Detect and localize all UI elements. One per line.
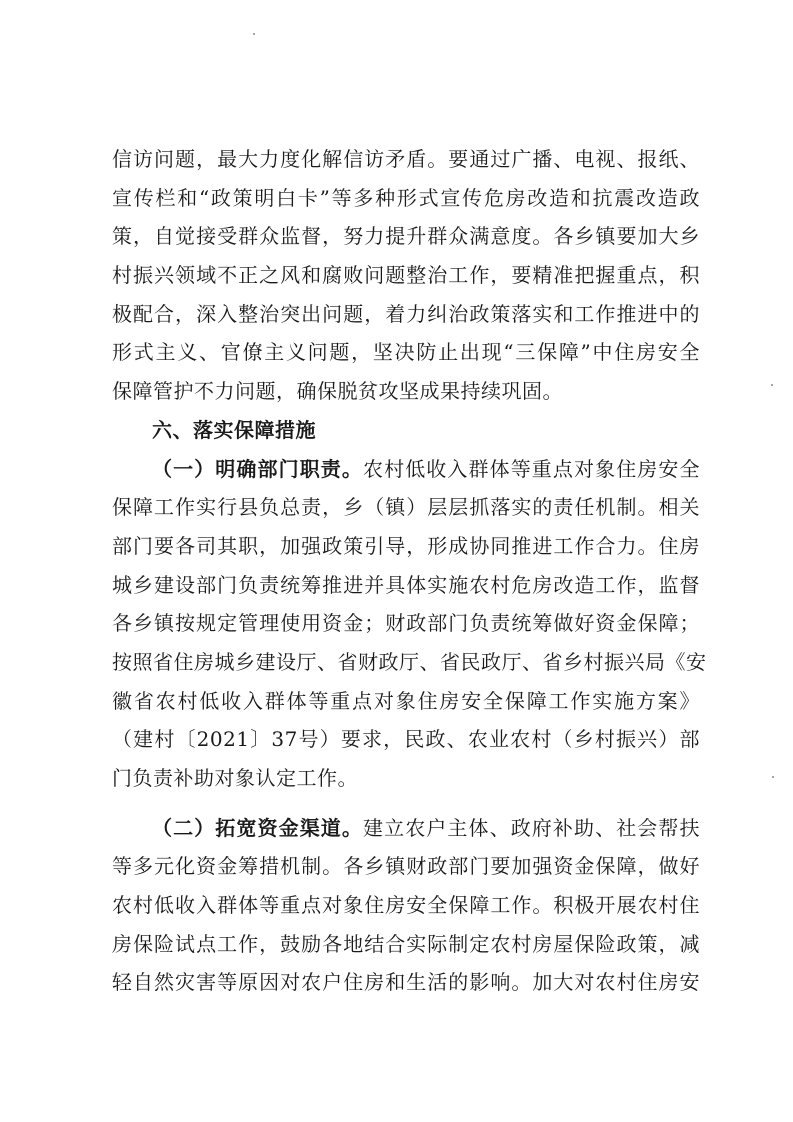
scan-speck <box>253 33 255 35</box>
text-line: 门负责补助对象认定工作。 <box>112 766 358 790</box>
text-line: 房保险试点工作，鼓励各地结合实际制定农村房屋保险政策，减 <box>112 931 700 956</box>
text-line: 等多元化资金筹措机制。各乡镇财政部门要加强资金保障，做好 <box>112 854 700 879</box>
paragraph-petition <box>112 140 700 411</box>
text-line: 按照省住房城乡建设厅、省财政厅、省民政厅、省乡村振兴局《安 <box>112 649 707 674</box>
text-line: 城乡建设部门负责统筹推进并具体实施农村危房改造工作，监督 <box>112 572 700 597</box>
text-line: 轻自然灾害等原因对农户住房和生活的影响。加大对农村住房安 <box>112 970 700 995</box>
text-line: 极配合，深入整治突出问题，着力纠治政策落实和工作推进中的 <box>112 301 700 326</box>
paragraph-department-duties <box>112 450 707 798</box>
scan-speck <box>772 776 774 778</box>
subheading-lead: （二）拓宽资金渠道。 <box>152 815 363 840</box>
text-line <box>112 809 700 848</box>
scan-speck <box>771 384 773 386</box>
subheading-lead: （一）明确部门职责。 <box>152 456 363 481</box>
text-line: 策，自觉接受群众监督，努力提升群众满意度。各乡镇要加大乡 <box>112 224 700 249</box>
document-body <box>112 140 707 1002</box>
text-line: 保障工作实行县负总责，乡（镇）层层抓落实的责任机制。相关 <box>112 495 700 520</box>
text-run: 农村低收入群体等重点对象住房安全 <box>363 456 700 481</box>
text-line: 形式主义、官僚主义问题，坚决防止出现“三保障”中住房安全 <box>112 340 700 365</box>
text-line: 宣传栏和“政策明白卡”等多种形式宣传危房改造和抗震改造政 <box>112 185 700 210</box>
text-line: 村振兴领域不正之风和腐败问题整治工作，要精准把握重点，积 <box>112 263 700 288</box>
section-heading: 六、落实保障措施 <box>152 417 316 442</box>
text-line: 保障管护不力问题，确保脱贫攻坚成果持续巩固。 <box>112 379 563 404</box>
paragraph-gap <box>112 798 700 809</box>
text-line: 部门要各司其职，加强政策引导，形成协同推进工作合力。住房 <box>112 533 700 558</box>
text-line: 各乡镇按规定管理使用资金；财政部门负责统筹做好资金保障； <box>112 611 700 636</box>
text-line: 信访问题，最大力度化解信访矛盾。要通过广播、电视、报纸、 <box>112 147 700 171</box>
text-line: 农村低收入群体等重点对象住房安全保障工作。积极开展农村住 <box>112 893 700 918</box>
text-line: 徽省农村低收入群体等重点对象住房安全保障工作实施方案》 <box>112 688 700 713</box>
text-run: 建立农户主体、政府补助、社会帮扶 <box>363 815 700 840</box>
text-line <box>112 450 700 489</box>
text-line: （建村〔2021〕37号）要求，民政、农业农村（乡村振兴）部 <box>112 727 700 752</box>
paragraph-funding-channels <box>112 809 700 1002</box>
